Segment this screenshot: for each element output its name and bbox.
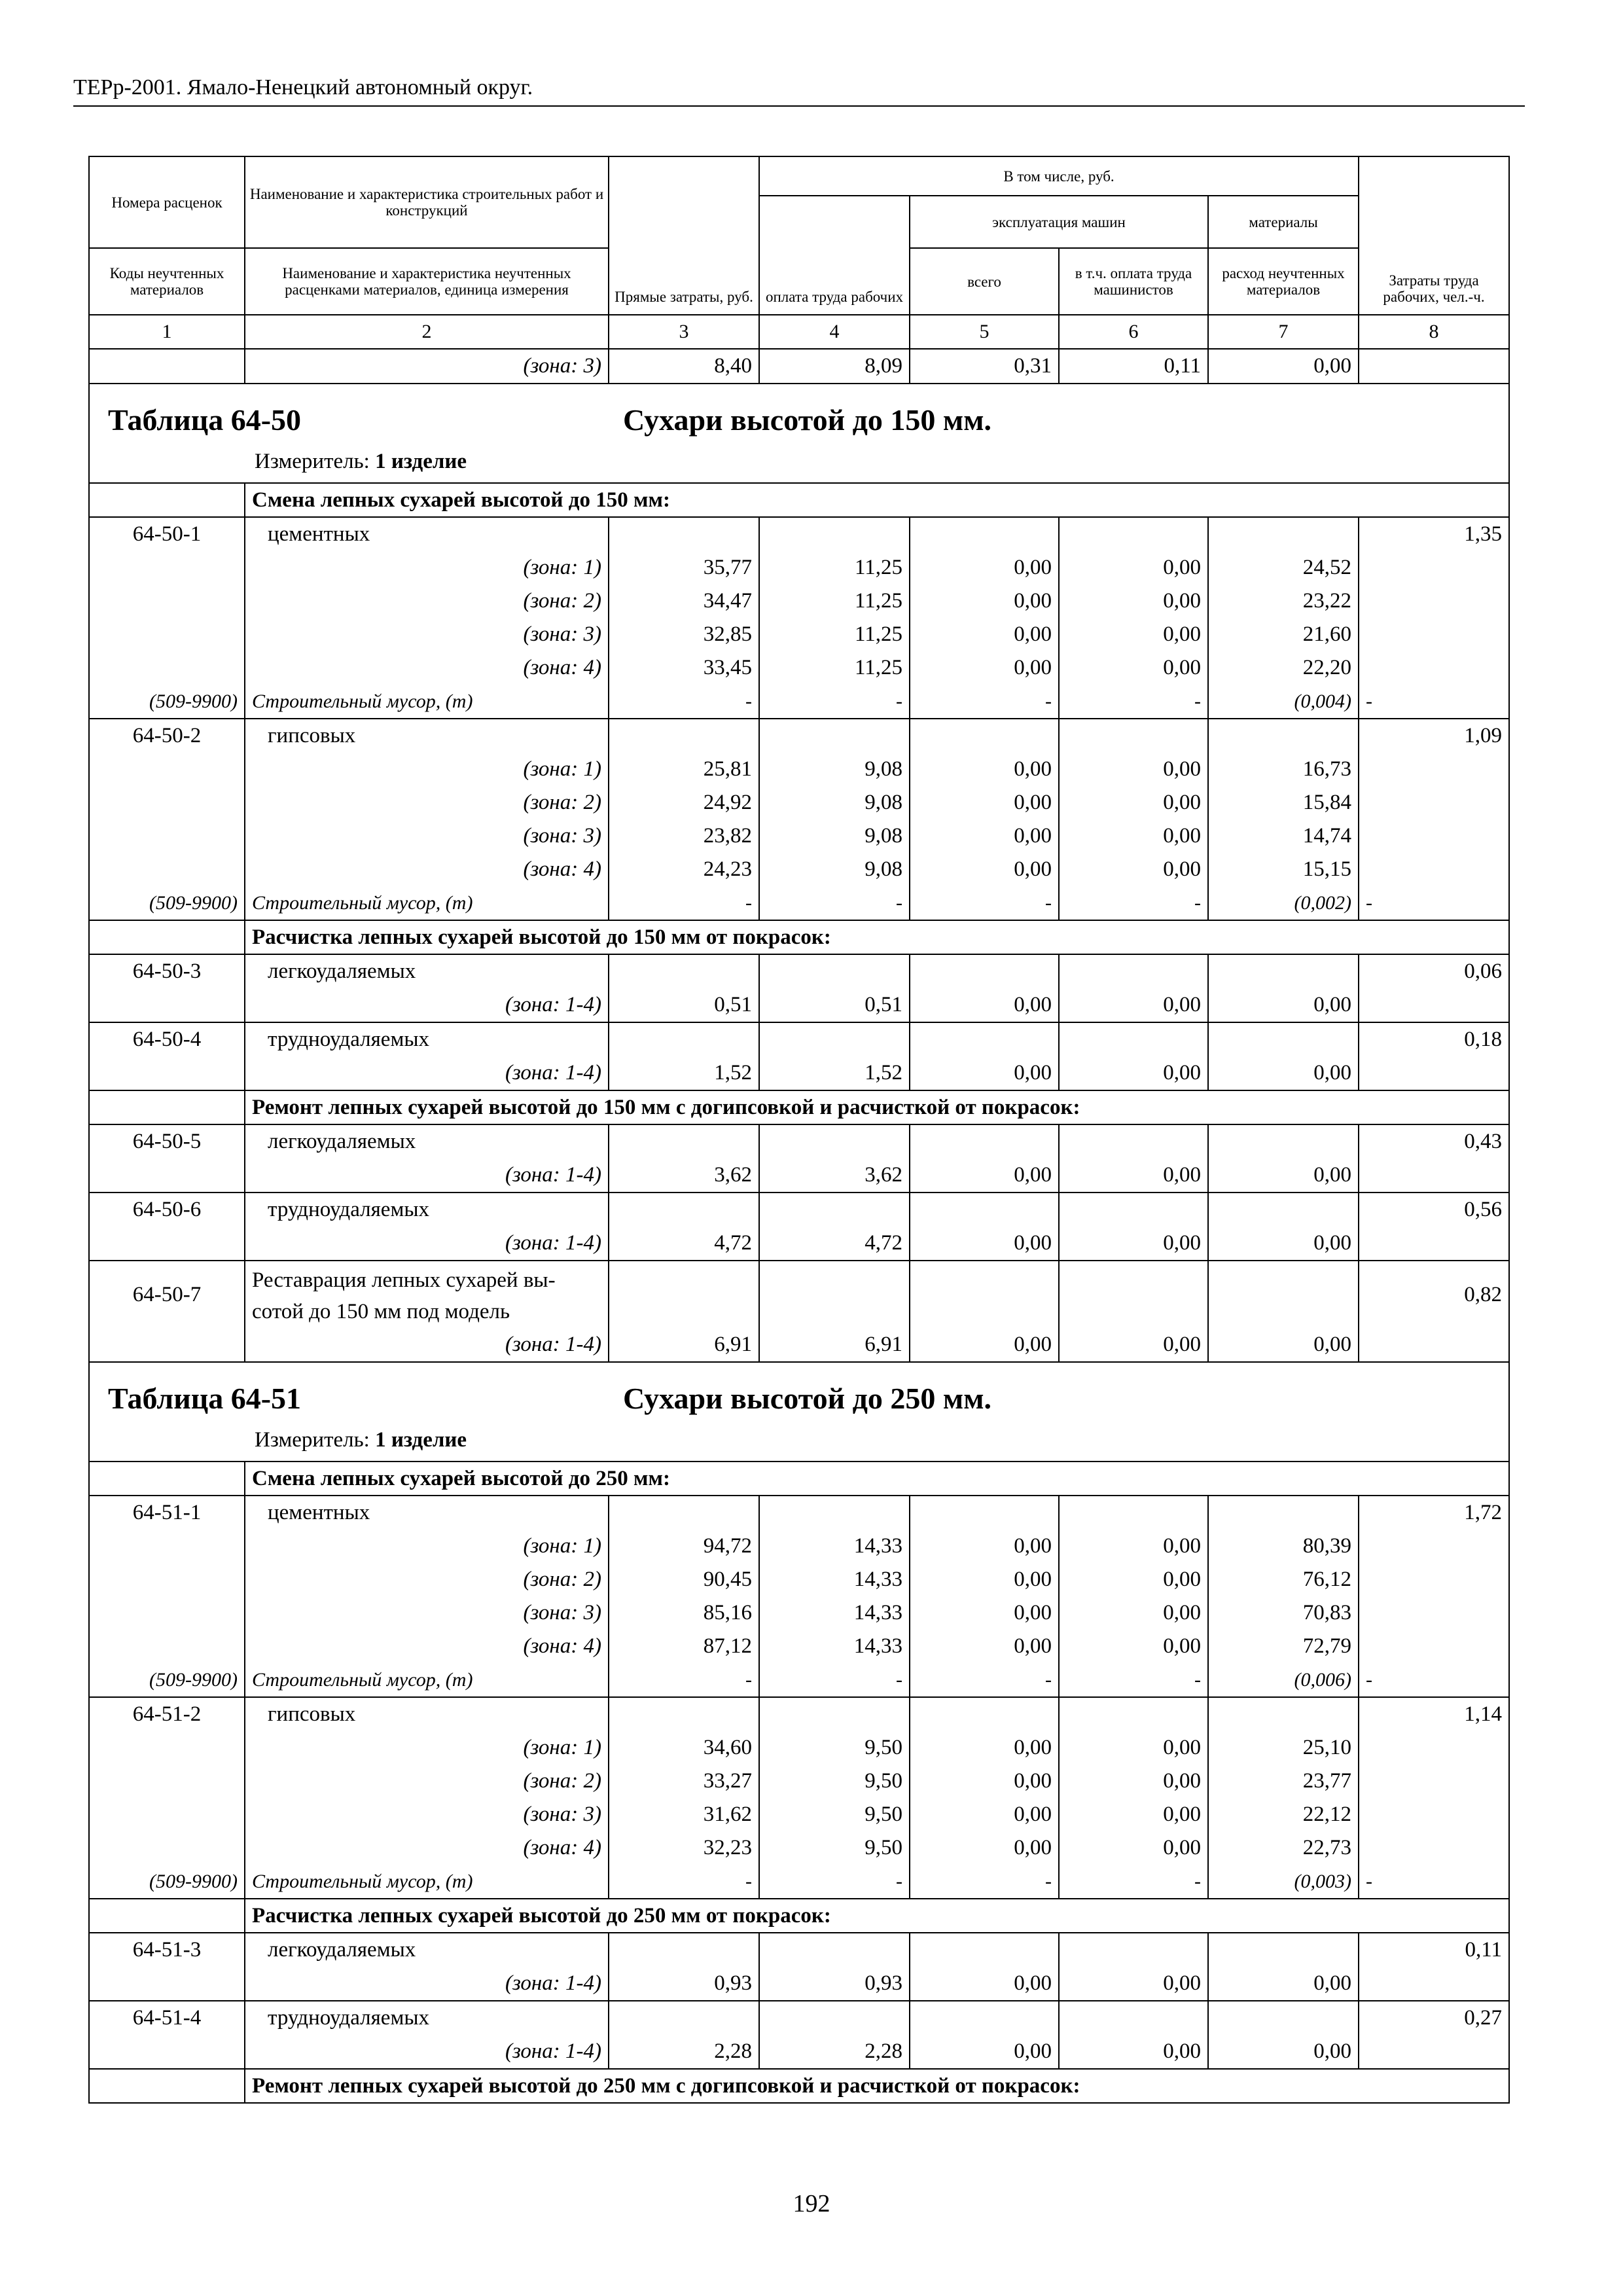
rate-code: 64-51-3 bbox=[89, 1933, 245, 1967]
value-cell: 9,50 bbox=[759, 1731, 910, 1765]
value-cell: 14,33 bbox=[759, 1530, 910, 1563]
material-row bbox=[89, 886, 1509, 920]
value-cell: (зона: 1-4) bbox=[245, 1056, 609, 1090]
value-cell: 0,00 bbox=[1059, 1056, 1208, 1090]
table-row bbox=[89, 954, 1509, 988]
value-cell: 0,00 bbox=[1059, 1227, 1208, 1261]
value-cell: 35,77 bbox=[609, 551, 759, 584]
col-materials: материалы bbox=[1208, 196, 1359, 248]
value-cell: 15,84 bbox=[1208, 786, 1359, 819]
value-cell: 4,72 bbox=[609, 1227, 759, 1261]
value-cell: (зона: 2) bbox=[245, 584, 609, 618]
value-cell: 94,72 bbox=[609, 1530, 759, 1563]
value-cell: 0,00 bbox=[910, 618, 1059, 651]
value-cell: 0,00 bbox=[910, 786, 1059, 819]
value-cell: 24,23 bbox=[609, 853, 759, 886]
labor-value: 0,56 bbox=[1359, 1193, 1509, 1227]
table-row bbox=[89, 1227, 1509, 1261]
value-cell: (зона: 2) bbox=[245, 1765, 609, 1798]
value-cell: 6,91 bbox=[759, 1328, 910, 1362]
value-cell: 0,00 bbox=[910, 819, 1059, 853]
section-heading bbox=[89, 1090, 1509, 1124]
table-row bbox=[89, 618, 1509, 651]
value-cell: 9,50 bbox=[759, 1765, 910, 1798]
col-labor: Затраты труда рабочих, чел.-ч. bbox=[1359, 156, 1509, 315]
table-heading bbox=[89, 1362, 1509, 1462]
value-cell: - bbox=[759, 886, 910, 920]
value-cell: 76,12 bbox=[1208, 1563, 1359, 1596]
table-row bbox=[89, 1563, 1509, 1596]
value-cell: - bbox=[1359, 1865, 1509, 1899]
value-cell: 0,51 bbox=[759, 988, 910, 1022]
value-cell: (зона: 1-4) bbox=[245, 2035, 609, 2069]
col-number: 6 bbox=[1059, 315, 1208, 349]
value-cell: 0,00 bbox=[1059, 1630, 1208, 1663]
value-cell: 9,08 bbox=[759, 753, 910, 786]
table-row bbox=[89, 1967, 1509, 2001]
value-cell: 0,00 bbox=[910, 753, 1059, 786]
page-number: 192 bbox=[793, 2190, 830, 2217]
value-cell: 0,00 bbox=[1059, 1798, 1208, 1831]
material-row bbox=[89, 685, 1509, 719]
rate-name: трудноудаляемых bbox=[245, 1193, 609, 1227]
table-row bbox=[89, 853, 1509, 886]
measure: Измеритель: 1 изделие bbox=[255, 1428, 467, 1452]
table-row bbox=[89, 753, 1509, 786]
col-number: 7 bbox=[1208, 315, 1359, 349]
rate-code: 64-51-1 bbox=[89, 1496, 245, 1530]
rates-sheet bbox=[88, 156, 1508, 2104]
value-cell: Ремонт лепных сухарей высотой до 250 мм с догипсовкой и расчисткой от покрасок: bbox=[245, 2069, 1509, 2103]
col-wages: оплата труда рабочих bbox=[759, 196, 910, 315]
value-cell: - bbox=[1059, 1865, 1208, 1899]
rate-code: 64-50-1 bbox=[89, 517, 245, 551]
value-cell: 8,40 bbox=[609, 349, 759, 384]
col-direct-costs: Прямые затраты, руб. bbox=[609, 156, 759, 315]
value-cell: (зона: 1-4) bbox=[245, 1967, 609, 2001]
col-number: 3 bbox=[609, 315, 759, 349]
rate-code: 64-50-5 bbox=[89, 1124, 245, 1158]
table-row bbox=[89, 1630, 1509, 1663]
value-cell: 2,28 bbox=[759, 2035, 910, 2069]
value-cell: 0,00 bbox=[1059, 1731, 1208, 1765]
value-cell: - bbox=[609, 685, 759, 719]
value-cell: 14,74 bbox=[1208, 819, 1359, 853]
table-row bbox=[89, 1933, 1509, 1967]
table-row bbox=[89, 1697, 1509, 1731]
value-cell: 3,62 bbox=[609, 1158, 759, 1193]
value-cell: (509-9900) bbox=[89, 685, 245, 719]
table-row bbox=[89, 1798, 1509, 1831]
rate-name: трудноудаляемых bbox=[245, 2001, 609, 2035]
value-cell: (зона: 1-4) bbox=[245, 988, 609, 1022]
value-cell: - bbox=[910, 1663, 1059, 1697]
value-cell: 0,00 bbox=[1059, 2035, 1208, 2069]
col-rate-numbers: Номера расценок bbox=[89, 156, 245, 248]
labor-value: 1,35 bbox=[1359, 517, 1509, 551]
table-title: Таблица 64-50 bbox=[108, 403, 302, 437]
labor-value: 0,06 bbox=[1359, 954, 1509, 988]
labor-value: 0,11 bbox=[1359, 1933, 1509, 1967]
value-cell: (зона: 4) bbox=[245, 1630, 609, 1663]
material-row bbox=[89, 1663, 1509, 1697]
table-row bbox=[89, 1328, 1509, 1362]
table-row bbox=[89, 584, 1509, 618]
value-cell: 34,47 bbox=[609, 584, 759, 618]
table-row bbox=[89, 1731, 1509, 1765]
table-row bbox=[89, 1158, 1509, 1193]
value-cell: 8,09 bbox=[759, 349, 910, 384]
table-row bbox=[89, 349, 1509, 384]
value-cell: 0,00 bbox=[910, 1158, 1059, 1193]
value-cell: 0,00 bbox=[910, 1596, 1059, 1630]
value-cell: 0,00 bbox=[1208, 1056, 1359, 1090]
value-cell: - bbox=[910, 1865, 1059, 1899]
value-cell: 0,00 bbox=[910, 853, 1059, 886]
value-cell: Строительный мусор, (т) bbox=[245, 886, 609, 920]
value-cell: 70,83 bbox=[1208, 1596, 1359, 1630]
rate-name: гипсовых bbox=[245, 719, 609, 753]
value-cell: 0,00 bbox=[1059, 1765, 1208, 1798]
value-cell: 0,00 bbox=[1208, 349, 1359, 384]
value-cell: 21,60 bbox=[1208, 618, 1359, 651]
table-row bbox=[89, 1124, 1509, 1158]
value-cell: 85,16 bbox=[609, 1596, 759, 1630]
value-cell: (зона: 1) bbox=[245, 1530, 609, 1563]
col-number: 8 bbox=[1359, 315, 1509, 349]
value-cell: 0,00 bbox=[1059, 1328, 1208, 1362]
value-cell: (зона: 1-4) bbox=[245, 1158, 609, 1193]
value-cell: 0,00 bbox=[1059, 786, 1208, 819]
rate-code: 64-50-4 bbox=[89, 1022, 245, 1056]
rate-name: цементных bbox=[245, 517, 609, 551]
value-cell: (0,006) bbox=[1208, 1663, 1359, 1697]
value-cell: 0,00 bbox=[1059, 551, 1208, 584]
value-cell: 1,52 bbox=[609, 1056, 759, 1090]
value-cell: 16,73 bbox=[1208, 753, 1359, 786]
col-unaccounted-materials: расход неучтенных материалов bbox=[1208, 248, 1359, 315]
value-cell: 90,45 bbox=[609, 1563, 759, 1596]
value-cell: (зона: 3) bbox=[245, 1798, 609, 1831]
value-cell: 0,00 bbox=[1059, 819, 1208, 853]
rate-code: 64-50-3 bbox=[89, 954, 245, 988]
value-cell: 34,60 bbox=[609, 1731, 759, 1765]
value-cell: 2,28 bbox=[609, 2035, 759, 2069]
value-cell: Строительный мусор, (т) bbox=[245, 1663, 609, 1697]
value-cell: 9,08 bbox=[759, 819, 910, 853]
value-cell: 0,00 bbox=[910, 551, 1059, 584]
labor-value: 0,82 bbox=[1359, 1261, 1509, 1328]
value-cell: 0,00 bbox=[910, 1831, 1059, 1865]
value-cell: - bbox=[1059, 886, 1208, 920]
table-row bbox=[89, 1596, 1509, 1630]
section-heading bbox=[89, 1899, 1509, 1933]
table-name: Сухари высотой до 250 мм. bbox=[623, 1382, 992, 1415]
value-cell: 9,50 bbox=[759, 1798, 910, 1831]
value-cell: (зона: 1-4) bbox=[245, 1328, 609, 1362]
value-cell: (зона: 3) bbox=[245, 1596, 609, 1630]
value-cell: 0,00 bbox=[910, 2035, 1059, 2069]
value-cell: - bbox=[910, 685, 1059, 719]
rate-name: сотой до 150 мм под модель bbox=[245, 1295, 609, 1328]
col-number: 4 bbox=[759, 315, 910, 349]
value-cell: (509-9900) bbox=[89, 886, 245, 920]
value-cell: 0,00 bbox=[910, 1563, 1059, 1596]
value-cell: 0,00 bbox=[910, 1530, 1059, 1563]
value-cell: 23,82 bbox=[609, 819, 759, 853]
value-cell: 0,00 bbox=[1059, 1967, 1208, 2001]
col-material-name: Наименование и характеристика неучтенных расценками материалов, единица измерения bbox=[245, 248, 609, 315]
value-cell: 33,27 bbox=[609, 1765, 759, 1798]
rate-code: 64-50-2 bbox=[89, 719, 245, 753]
value-cell: 24,52 bbox=[1208, 551, 1359, 584]
table-row bbox=[89, 1261, 1509, 1295]
value-cell: 11,25 bbox=[759, 551, 910, 584]
rate-name: легкоудаляемых bbox=[245, 954, 609, 988]
value-cell: 6,91 bbox=[609, 1328, 759, 1362]
value-cell: 0,00 bbox=[1059, 1530, 1208, 1563]
rate-name: гипсовых bbox=[245, 1697, 609, 1731]
value-cell: 0,00 bbox=[910, 1056, 1059, 1090]
section-heading bbox=[89, 2069, 1509, 2103]
value-cell: 22,12 bbox=[1208, 1798, 1359, 1831]
value-cell: Ремонт лепных сухарей высотой до 150 мм с догипсовкой и расчисткой от покрасок: bbox=[245, 1090, 1509, 1124]
table-row bbox=[89, 1530, 1509, 1563]
value-cell: 4,72 bbox=[759, 1227, 910, 1261]
table-row bbox=[89, 719, 1509, 753]
section-heading bbox=[89, 920, 1509, 954]
value-cell: 0,00 bbox=[1059, 618, 1208, 651]
value-cell: (зона: 4) bbox=[245, 853, 609, 886]
value-cell: (0,004) bbox=[1208, 685, 1359, 719]
value-cell: 0,00 bbox=[1208, 2035, 1359, 2069]
value-cell: (зона: 4) bbox=[245, 1831, 609, 1865]
value-cell: 0,00 bbox=[1208, 988, 1359, 1022]
value-cell: 24,92 bbox=[609, 786, 759, 819]
value-cell: 0,00 bbox=[1059, 753, 1208, 786]
value-cell: (зона: 1) bbox=[245, 753, 609, 786]
value-cell: 25,81 bbox=[609, 753, 759, 786]
value-cell: 0,00 bbox=[1208, 1328, 1359, 1362]
value-cell: 80,39 bbox=[1208, 1530, 1359, 1563]
value-cell: (509-9900) bbox=[89, 1663, 245, 1697]
rate-code: 64-51-4 bbox=[89, 2001, 245, 2035]
value-cell: Строительный мусор, (т) bbox=[245, 685, 609, 719]
col-number: 5 bbox=[910, 315, 1059, 349]
value-cell: 0,00 bbox=[910, 1227, 1059, 1261]
value-cell: 0,00 bbox=[910, 1967, 1059, 2001]
value-cell: 0,11 bbox=[1059, 349, 1208, 384]
value-cell: 14,33 bbox=[759, 1630, 910, 1663]
value-cell: 14,33 bbox=[759, 1596, 910, 1630]
value-cell: 14,33 bbox=[759, 1563, 910, 1596]
value-cell: 11,25 bbox=[759, 584, 910, 618]
col-machinist-wages: в т.ч. оплата труда машинистов bbox=[1059, 248, 1208, 315]
value-cell: - bbox=[759, 685, 910, 719]
value-cell: 22,20 bbox=[1208, 651, 1359, 685]
value-cell: 1,52 bbox=[759, 1056, 910, 1090]
rate-code: 64-50-7 bbox=[89, 1261, 245, 1328]
value-cell: (зона: 4) bbox=[245, 651, 609, 685]
rate-name: цементных bbox=[245, 1496, 609, 1530]
table-row bbox=[89, 819, 1509, 853]
measure: Измеритель: 1 изделие bbox=[255, 450, 467, 473]
value-cell: 0,31 bbox=[910, 349, 1059, 384]
value-cell: 9,50 bbox=[759, 1831, 910, 1865]
value-cell: 0,00 bbox=[910, 584, 1059, 618]
table-row bbox=[89, 1193, 1509, 1227]
value-cell: (зона: 1) bbox=[245, 1731, 609, 1765]
value-cell: 25,10 bbox=[1208, 1731, 1359, 1765]
table-row bbox=[89, 1295, 1509, 1328]
value-cell: (зона: 1) bbox=[245, 551, 609, 584]
table-row bbox=[89, 517, 1509, 551]
value-cell: 72,79 bbox=[1208, 1630, 1359, 1663]
value-cell: 32,23 bbox=[609, 1831, 759, 1865]
value-cell: 23,77 bbox=[1208, 1765, 1359, 1798]
value-cell: 11,25 bbox=[759, 651, 910, 685]
value-cell: 0,00 bbox=[1208, 1227, 1359, 1261]
material-row bbox=[89, 1865, 1509, 1899]
value-cell: (зона: 1-4) bbox=[245, 1227, 609, 1261]
table-row bbox=[89, 651, 1509, 685]
value-cell: 0,00 bbox=[1059, 988, 1208, 1022]
value-cell: 11,25 bbox=[759, 618, 910, 651]
value-cell: (зона: 3) bbox=[245, 618, 609, 651]
rate-name: легкоудаляемых bbox=[245, 1124, 609, 1158]
value-cell: 0,00 bbox=[1059, 1563, 1208, 1596]
value-cell: 0,51 bbox=[609, 988, 759, 1022]
value-cell: 0,93 bbox=[759, 1967, 910, 2001]
col-total: всего bbox=[910, 248, 1059, 315]
value-cell: 23,22 bbox=[1208, 584, 1359, 618]
rate-code: 64-50-6 bbox=[89, 1193, 245, 1227]
value-cell: - bbox=[1059, 1663, 1208, 1697]
col-material-codes: Коды неучтенных материалов bbox=[89, 248, 245, 315]
table-row bbox=[89, 1831, 1509, 1865]
labor-value: 0,27 bbox=[1359, 2001, 1509, 2035]
rates-table bbox=[88, 156, 1510, 2104]
table-row bbox=[89, 1496, 1509, 1530]
value-cell: Смена лепных сухарей высотой до 150 мм: bbox=[245, 483, 1509, 517]
value-cell: (0,002) bbox=[1208, 886, 1359, 920]
table-row bbox=[89, 1765, 1509, 1798]
table-row bbox=[89, 1022, 1509, 1056]
labor-value: 0,18 bbox=[1359, 1022, 1509, 1056]
table-title: Таблица 64-51 bbox=[108, 1382, 302, 1415]
value-cell: 0,00 bbox=[1059, 853, 1208, 886]
value-cell: 0,00 bbox=[910, 1328, 1059, 1362]
value-cell: Смена лепных сухарей высотой до 250 мм: bbox=[245, 1462, 1509, 1496]
labor-value: 1,09 bbox=[1359, 719, 1509, 753]
value-cell: - bbox=[1359, 1663, 1509, 1697]
value-cell: 9,08 bbox=[759, 786, 910, 819]
value-cell: 0,00 bbox=[1208, 1158, 1359, 1193]
table-row bbox=[89, 551, 1509, 584]
value-cell: 87,12 bbox=[609, 1630, 759, 1663]
value-cell: Строительный мусор, (т) bbox=[245, 1865, 609, 1899]
value-cell: 0,00 bbox=[1059, 1831, 1208, 1865]
table-row bbox=[89, 2035, 1509, 2069]
table-name: Сухари высотой до 150 мм. bbox=[623, 403, 992, 437]
value-cell: 0,00 bbox=[1059, 584, 1208, 618]
value-cell: 31,62 bbox=[609, 1798, 759, 1831]
value-cell: - bbox=[1359, 685, 1509, 719]
rate-name: трудноудаляемых bbox=[245, 1022, 609, 1056]
table-row bbox=[89, 1056, 1509, 1090]
value-cell: - bbox=[759, 1663, 910, 1697]
value-cell: 33,45 bbox=[609, 651, 759, 685]
value-cell: 15,15 bbox=[1208, 853, 1359, 886]
section-heading bbox=[89, 483, 1509, 517]
value-cell: 0,93 bbox=[609, 1967, 759, 2001]
section-heading bbox=[89, 1462, 1509, 1496]
value-cell: 0,00 bbox=[910, 651, 1059, 685]
value-cell: Расчистка лепных сухарей высотой до 150 мм от покрасок: bbox=[245, 920, 1509, 954]
labor-value: 0,43 bbox=[1359, 1124, 1509, 1158]
table-heading bbox=[89, 384, 1509, 483]
value-cell: 0,00 bbox=[910, 1630, 1059, 1663]
value-cell: - bbox=[1059, 685, 1208, 719]
rate-code: 64-51-2 bbox=[89, 1697, 245, 1731]
table-row bbox=[89, 988, 1509, 1022]
value-cell: 0,00 bbox=[910, 988, 1059, 1022]
value-cell: 0,00 bbox=[1059, 1596, 1208, 1630]
value-cell: 0,00 bbox=[1059, 1158, 1208, 1193]
page-header: ТЕРр-2001. Ямало-Ненецкий автономный округ. bbox=[73, 75, 533, 99]
value-cell: - bbox=[1359, 886, 1509, 920]
rate-name: легкоудаляемых bbox=[245, 1933, 609, 1967]
value-cell: (зона: 3) bbox=[245, 819, 609, 853]
col-number: 2 bbox=[245, 315, 609, 349]
value-cell: (509-9900) bbox=[89, 1865, 245, 1899]
value-cell: (зона: 2) bbox=[245, 1563, 609, 1596]
value-cell: 9,08 bbox=[759, 853, 910, 886]
table-row bbox=[89, 786, 1509, 819]
value-cell: 0,00 bbox=[910, 1798, 1059, 1831]
col-work-name: Наименование и характеристика строительных работ и конструкций bbox=[245, 156, 609, 248]
value-cell: (зона: 2) bbox=[245, 786, 609, 819]
zone-label: (зона: 3) bbox=[245, 349, 609, 384]
rate-name: Реставрация лепных сухарей вы- bbox=[245, 1261, 609, 1295]
header-rule bbox=[73, 105, 1525, 107]
value-cell: 0,00 bbox=[1059, 651, 1208, 685]
value-cell: - bbox=[609, 1663, 759, 1697]
value-cell: Расчистка лепных сухарей высотой до 250 мм от покрасок: bbox=[245, 1899, 1509, 1933]
value-cell: 32,85 bbox=[609, 618, 759, 651]
col-number: 1 bbox=[89, 315, 245, 349]
value-cell: 3,62 bbox=[759, 1158, 910, 1193]
col-machines: эксплуатация машин bbox=[910, 196, 1208, 248]
table-row bbox=[89, 2001, 1509, 2035]
value-cell: 0,00 bbox=[910, 1731, 1059, 1765]
labor-value: 1,14 bbox=[1359, 1697, 1509, 1731]
value-cell: - bbox=[609, 1865, 759, 1899]
value-cell: 0,00 bbox=[1208, 1967, 1359, 2001]
col-including: В том числе, руб. bbox=[759, 156, 1359, 196]
labor-value: 1,72 bbox=[1359, 1496, 1509, 1530]
value-cell: 22,73 bbox=[1208, 1831, 1359, 1865]
value-cell: - bbox=[910, 886, 1059, 920]
value-cell: - bbox=[759, 1865, 910, 1899]
value-cell: - bbox=[609, 886, 759, 920]
value-cell: (0,003) bbox=[1208, 1865, 1359, 1899]
value-cell: 0,00 bbox=[910, 1765, 1059, 1798]
